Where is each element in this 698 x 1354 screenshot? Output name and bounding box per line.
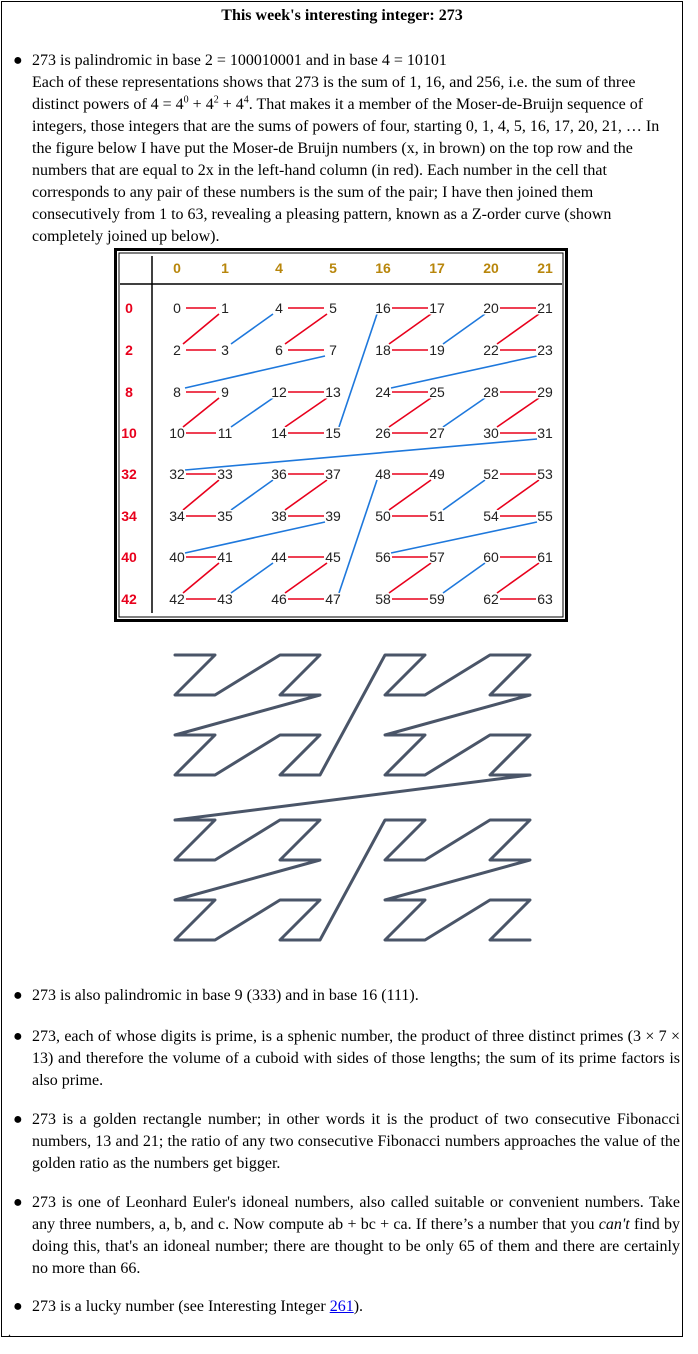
- grid-number: 38: [271, 508, 287, 524]
- grid-number: 27: [429, 425, 445, 441]
- grid-connector-line: [231, 563, 273, 593]
- bullet-marker: ●: [13, 1028, 23, 1045]
- grid-number: 33: [217, 466, 233, 482]
- grid-number: 40: [169, 549, 185, 565]
- grid-connector-line: [285, 480, 327, 510]
- grid-connector-line: [285, 398, 327, 427]
- grid-number: 35: [217, 508, 233, 524]
- grid-connector-line: [443, 480, 485, 510]
- grid-number: 45: [325, 549, 341, 565]
- bullet-moser-paragraph: [32, 72, 680, 248]
- bullet-idoneal: [32, 1192, 680, 1280]
- grid-number: 23: [537, 342, 553, 358]
- grid-number: 57: [429, 549, 445, 565]
- grid-connector-line: [231, 314, 273, 344]
- grid-number: 0: [173, 300, 181, 316]
- grid-number: 44: [271, 549, 287, 565]
- grid-number: 16: [375, 300, 391, 316]
- lucky-text-1: 273 is a lucky number (see Interesting Integer: [32, 1298, 330, 1315]
- grid-number: 4: [275, 300, 283, 316]
- bullet-marker: ●: [13, 1194, 23, 1211]
- grid-connector-line: [497, 398, 539, 427]
- grid-number: 26: [375, 425, 391, 441]
- grid-number: 61: [537, 549, 553, 565]
- grid-connector-line: [231, 480, 273, 510]
- grid-connector-line: [183, 314, 219, 344]
- grid-connector-line: [389, 480, 431, 510]
- row-header: 0: [125, 300, 133, 316]
- row-header: 10: [121, 425, 137, 441]
- grid-connector-line: [285, 563, 327, 593]
- z-order-grid-figure: [114, 248, 568, 622]
- moser-text-2: + 4: [188, 96, 214, 113]
- grid-number: 14: [271, 425, 287, 441]
- grid-number: 25: [429, 384, 445, 400]
- col-header: 1: [221, 260, 229, 276]
- grid-number: 9: [221, 384, 229, 400]
- grid-number: 54: [483, 508, 499, 524]
- grid-number: 56: [375, 549, 391, 565]
- grid-connector-line: [389, 398, 431, 427]
- grid-connector-line: [443, 563, 485, 593]
- grid-connector-line: [183, 480, 219, 510]
- grid-number: 39: [325, 508, 341, 524]
- grid-number: 52: [483, 466, 499, 482]
- lucky-text-2: ).: [353, 1298, 364, 1315]
- grid-number: 7: [329, 342, 337, 358]
- grid-number: 42: [169, 591, 185, 607]
- grid-connector-line: [497, 480, 539, 510]
- grid-connector-line: [339, 480, 377, 593]
- grid-number: 20: [483, 300, 499, 316]
- moser-text-4: . That makes it a member of the Moser-de-Bruijn sequence of integers, those integers that are the sums of powers of four, starting 0, 1, 4, 5, 16, 17, 20, 21, … In the figure below I have put the Moser-de Bruijn numbers (x, in brown) on the top row and the numbers that are equal to 2x in the left-hand column (in red). Each number in the cell that corresponds to any pair of these numbers is the sum of the pair; I have then joined them consecutively from 1 to 63, revealing a pleasing pattern, known as a Z-order curve (shown completely joined up below).: [32, 96, 660, 245]
- grid-number: 11: [217, 425, 233, 441]
- grid-connector-line: [389, 563, 431, 593]
- grid-number: 17: [429, 300, 445, 316]
- grid-number: 5: [329, 300, 337, 316]
- grid-number: 53: [537, 466, 553, 482]
- grid-number: 60: [483, 549, 499, 565]
- grid-number: 18: [375, 342, 391, 358]
- grid-number: 50: [375, 508, 391, 524]
- grid-connector-line: [391, 522, 537, 553]
- grid-number: 63: [537, 591, 553, 607]
- bullet-marker: ●: [13, 1111, 23, 1128]
- idoneal-italic: can't: [598, 1216, 630, 1233]
- col-header: 5: [329, 260, 337, 276]
- grid-number: 1: [221, 300, 229, 316]
- grid-number: 28: [483, 384, 499, 400]
- grid-number: 22: [483, 342, 499, 358]
- grid-connector-line: [497, 563, 539, 593]
- idoneal-text-1: 273 is one of Leonhard Euler's idoneal numbers, also called suitable or convenient numbers. Take any three numbers, a, b, and c. Now compute ab + bc + ca. If there’s a number that you: [32, 1194, 680, 1233]
- grid-number: 15: [325, 425, 341, 441]
- grid-number: 19: [429, 342, 445, 358]
- trailing-dot: .: [8, 1325, 11, 1339]
- grid-connector-line: [185, 356, 325, 388]
- exp-2: 2: [213, 94, 219, 106]
- grid-number: 43: [217, 591, 233, 607]
- row-header: 42: [121, 591, 137, 607]
- grid-number: 47: [325, 591, 341, 607]
- grid-connector-line: [285, 314, 327, 344]
- bullet-marker: ●: [13, 52, 23, 69]
- grid-connector-line: [183, 563, 219, 593]
- grid-number: 10: [169, 425, 185, 441]
- grid-number: 58: [375, 591, 391, 607]
- bullet-sphenic: 273, each of whose digits is prime, is a sphenic number, the product of three distinct primes (3 × 7 × 13) and therefore the volume of a cuboid with sides of those lengths; the sum of its prime factors is also prime.: [32, 1028, 680, 1089]
- grid-number: 34: [169, 508, 185, 524]
- grid-connector-line: [183, 398, 219, 427]
- bullet-lucky: [32, 1296, 680, 1318]
- bullet-palindrome-line: 273 is palindromic in base 2 = 100010001 and in base 4 = 10101: [32, 52, 447, 69]
- row-header: 34: [121, 508, 137, 524]
- grid-number: 24: [375, 384, 391, 400]
- grid-number: 8: [173, 384, 181, 400]
- grid-number: 51: [429, 508, 445, 524]
- row-header: 8: [125, 384, 133, 400]
- col-header: 20: [483, 260, 499, 276]
- grid-number: 48: [375, 466, 391, 482]
- grid-connector-line: [443, 314, 485, 344]
- grid-number: 12: [271, 384, 287, 400]
- grid-number: 37: [325, 466, 341, 482]
- grid-number: 6: [275, 342, 283, 358]
- col-header: 0: [173, 260, 181, 276]
- grid-number: 31: [537, 425, 553, 441]
- interesting-integer-261-link[interactable]: 261: [329, 1298, 354, 1315]
- grid-number: 32: [169, 466, 185, 482]
- exp-0: 0: [183, 94, 189, 106]
- col-header: 4: [275, 260, 283, 276]
- grid-number: 55: [537, 508, 553, 524]
- grid-number: 41: [217, 549, 233, 565]
- grid-number: 21: [537, 300, 553, 316]
- grid-connector-line: [339, 314, 377, 427]
- grid-connector-line: [231, 398, 273, 427]
- grid-number: 29: [537, 384, 553, 400]
- grid-number: 3: [221, 342, 229, 358]
- exp-4: 4: [243, 94, 249, 106]
- z-order-curve-figure: [165, 650, 545, 950]
- z-order-curve-path: [175, 655, 530, 940]
- col-header: 21: [537, 260, 553, 276]
- bullet-golden: 273 is a golden rectangle number; in other words it is the product of two consecutive Fibonacci numbers, 13 and 21; the ratio of any two consecutive Fibonacci numbers approaches the value of the golden ratio as the numbers get bigger.: [32, 1111, 680, 1172]
- idoneal-text-2: find by doing this, that's an idoneal number; there are thought to be only 65 of them and there are certainly no more than 66.: [32, 1216, 680, 1277]
- moser-text-3: + 4: [218, 96, 244, 113]
- page-title: This week's interesting integer: 273: [221, 7, 463, 24]
- bullet-base9: 273 is also palindromic in base 9 (333) and in base 16 (111).: [32, 987, 419, 1004]
- row-header: 40: [121, 549, 137, 565]
- row-header: 32: [121, 466, 137, 482]
- bullet-marker: ●: [13, 987, 23, 1004]
- grid-connector-line: [443, 398, 485, 427]
- grid-number: 49: [429, 466, 445, 482]
- grid-number: 13: [325, 384, 341, 400]
- grid-number: 59: [429, 591, 445, 607]
- col-header: 16: [375, 260, 391, 276]
- grid-connector-line: [389, 314, 431, 344]
- grid-connector-line: [185, 522, 325, 553]
- grid-connector-line: [497, 314, 539, 344]
- grid-number: 30: [483, 425, 499, 441]
- moser-text-1: Each of these representations shows that 273 is the sum of 1, 16, and 256, i.e. the sum of three distinct powers of 4 = 4: [32, 74, 636, 113]
- grid-number: 62: [483, 591, 499, 607]
- bullet-marker: ●: [13, 1298, 23, 1315]
- grid-number: 46: [271, 591, 287, 607]
- grid-number: 2: [173, 342, 181, 358]
- col-header: 17: [429, 260, 445, 276]
- row-header: 2: [125, 342, 133, 358]
- grid-number: 36: [271, 466, 287, 482]
- grid-connector-line: [391, 356, 537, 388]
